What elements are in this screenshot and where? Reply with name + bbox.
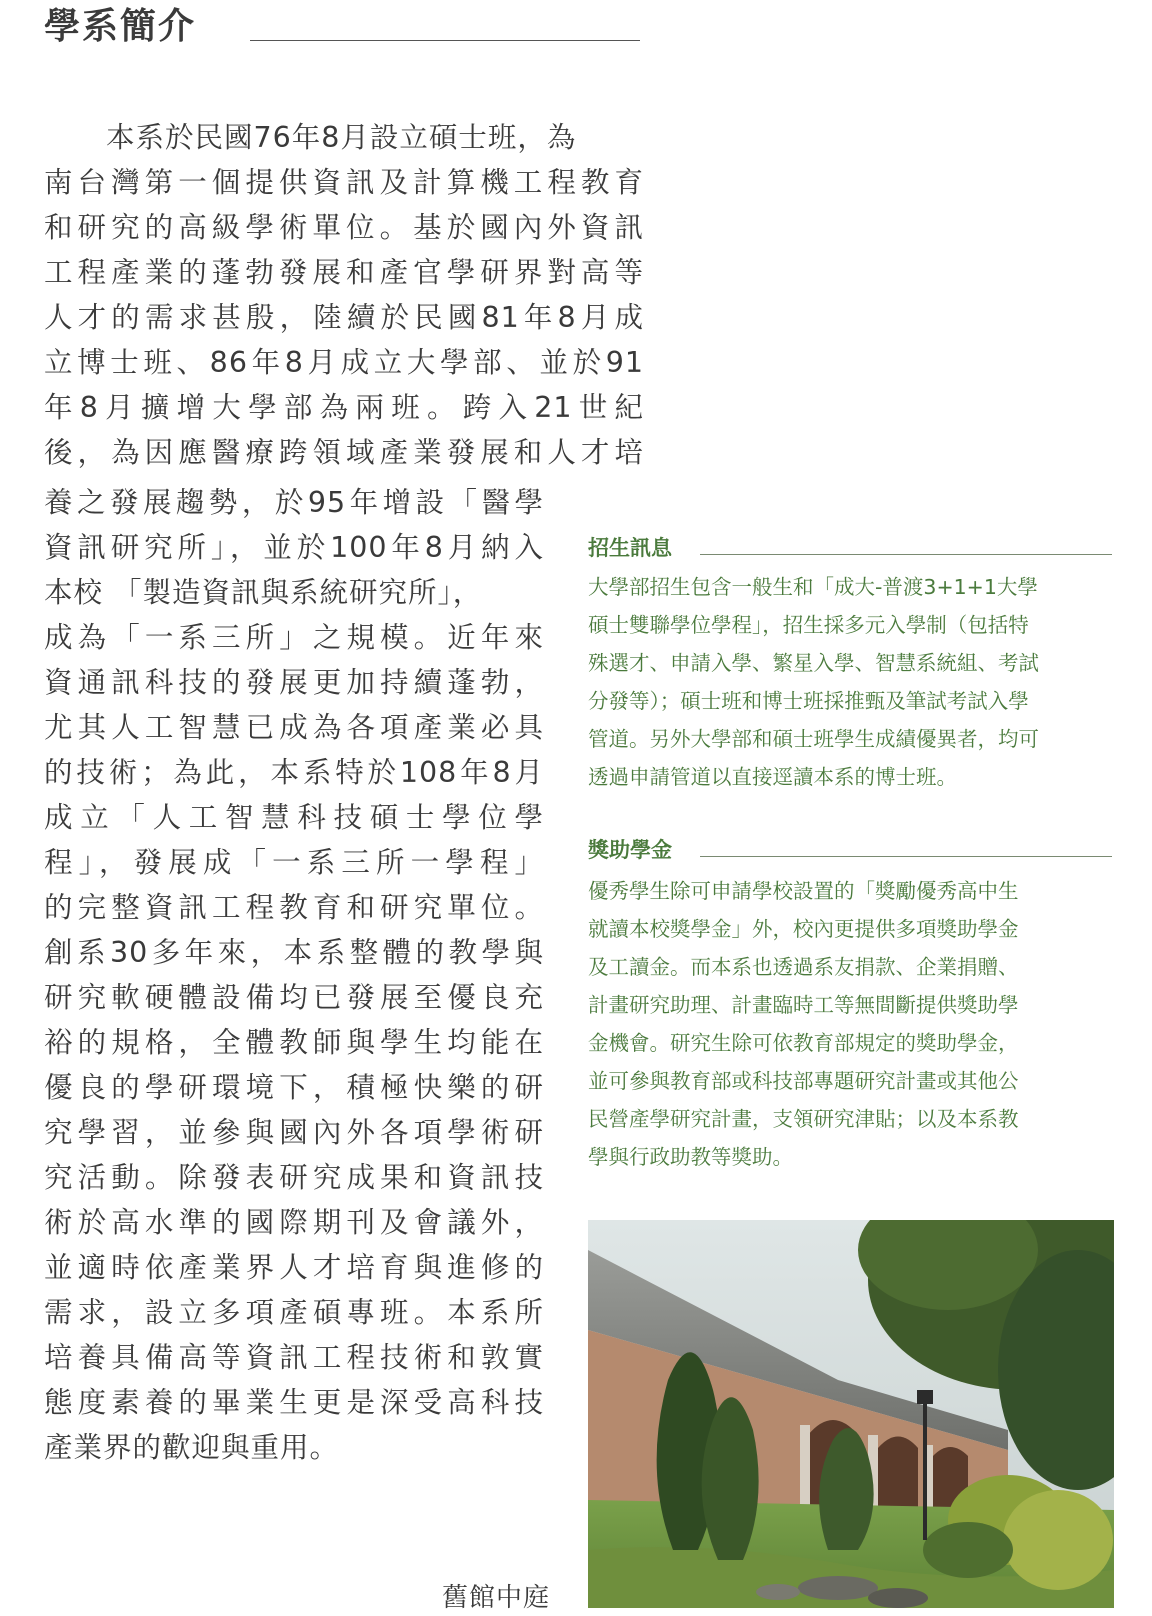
scholarship-line: 學與行政助教等獎助。 xyxy=(588,1145,793,1169)
admissions-line: 大學部招生包含一般生和「成大-普渡3+1+1大學 xyxy=(588,575,1038,599)
intro-line: 本系於民國76年8月設立碩士班，為 xyxy=(106,121,577,154)
intro-line: 創系30多年來，本系整體的教學與 xyxy=(44,936,544,969)
scholarship-line: 金機會。研究生除可依教育部規定的獎助學金， xyxy=(588,1031,1019,1055)
admissions-title: 招生訊息 xyxy=(588,536,672,560)
intro-line: 資訊研究所」，並於100年8月納入 xyxy=(44,531,544,564)
intro-line: 並適時依產業界人才培育與進修的 xyxy=(44,1251,544,1284)
intro-line: 成為「一系三所」之規模。近年來 xyxy=(44,621,544,654)
scholarship-line: 民營產學研究計畫，支領研究津貼；以及本系教 xyxy=(588,1107,1019,1131)
section-divider xyxy=(700,856,1112,857)
intro-line: 立博士班、86年8月成立大學部、並於91 xyxy=(44,346,644,379)
intro-line: 究活動。除發表研究成果和資訊技 xyxy=(44,1161,544,1194)
admissions-line: 管道。另外大學部和碩士班學生成績優異者，均可 xyxy=(588,727,1039,751)
intro-line: 培養具備高等資訊工程技術和敦實 xyxy=(44,1341,544,1374)
scholarship-line: 就讀本校獎學金」外，校內更提供多項獎助學金 xyxy=(588,917,1019,941)
intro-line: 人才的需求甚殷，陸續於民國81年8月成 xyxy=(44,301,644,334)
intro-line: 南台灣第一個提供資訊及計算機工程教育 xyxy=(44,166,644,199)
courtyard-photo xyxy=(588,1220,1114,1608)
admissions-line: 碩士雙聯學位學程」，招生採多元入學制（包括特 xyxy=(588,613,1029,637)
admissions-line: 透過申請管道以直接逕讀本系的博士班。 xyxy=(588,765,957,789)
title-divider xyxy=(250,40,640,41)
section-divider xyxy=(700,554,1112,555)
scholarship-line: 優秀學生除可申請學校設置的「獎勵優秀高中生 xyxy=(588,879,1019,903)
scholarship-line: 計畫研究助理、計畫臨時工等無間斷提供獎助學 xyxy=(588,993,1019,1017)
intro-line: 產業界的歡迎與重用。 xyxy=(44,1431,340,1464)
intro-line: 成立「人工智慧科技碩士學位學 xyxy=(44,801,544,834)
intro-line: 術於高水準的國際期刊及會議外， xyxy=(44,1206,544,1239)
admissions-line: 分發等）；碩士班和博士班採推甄及筆試考試入學 xyxy=(588,689,1029,713)
intro-line: 年8月擴增大學部為兩班。跨入21世紀 xyxy=(44,391,644,424)
intro-line: 優良的學研環境下，積極快樂的研 xyxy=(44,1071,544,1104)
intro-line: 資通訊科技的發展更加持續蓬勃， xyxy=(44,666,544,699)
scholarship-title: 獎助學金 xyxy=(588,838,672,862)
scholarship-line: 並可參與教育部或科技部專題研究計畫或其他公 xyxy=(588,1069,1019,1093)
intro-line: 態度素養的畢業生更是深受高科技 xyxy=(44,1386,544,1419)
page-title: 學系簡介 xyxy=(44,6,197,47)
intro-line: 工程產業的蓬勃發展和產官學研界對高等 xyxy=(44,256,644,289)
intro-line: 後，為因應醫療跨領域產業發展和人才培 xyxy=(44,436,644,469)
intro-line: 尤其人工智慧已成為各項產業必具 xyxy=(44,711,544,744)
admissions-heading xyxy=(588,532,1112,564)
scholarship-heading xyxy=(588,834,1112,866)
scholarship-line: 及工讀金。而本系也透過系友捐款、企業捐贈、 xyxy=(588,955,1019,979)
intro-line: 養之發展趨勢，於95年增設「醫學 xyxy=(44,486,544,519)
intro-line: 裕的規格，全體教師與學生均能在 xyxy=(44,1026,544,1059)
admissions-line: 殊選才、申請入學、繁星入學、智慧系統組、考試 xyxy=(588,651,1039,675)
photo-caption: 舊館中庭 xyxy=(441,1583,550,1613)
intro-line: 和研究的高級學術單位。基於國內外資訊 xyxy=(44,211,644,244)
intro-line: 研究軟硬體設備均已發展至優良充 xyxy=(44,981,544,1014)
intro-line: 究學習，並參與國內外各項學術研 xyxy=(44,1116,544,1149)
intro-line: 的完整資訊工程教育和研究單位。 xyxy=(44,891,544,924)
intro-line: 的技術；為此，本系特於108年8月 xyxy=(44,756,545,789)
intro-line: 本校 「製造資訊與系統研究所」， xyxy=(44,576,483,609)
intro-line: 程」，發展成「一系三所一學程」 xyxy=(44,846,544,879)
intro-line: 需求，設立多項產碩專班。本系所 xyxy=(44,1296,544,1329)
